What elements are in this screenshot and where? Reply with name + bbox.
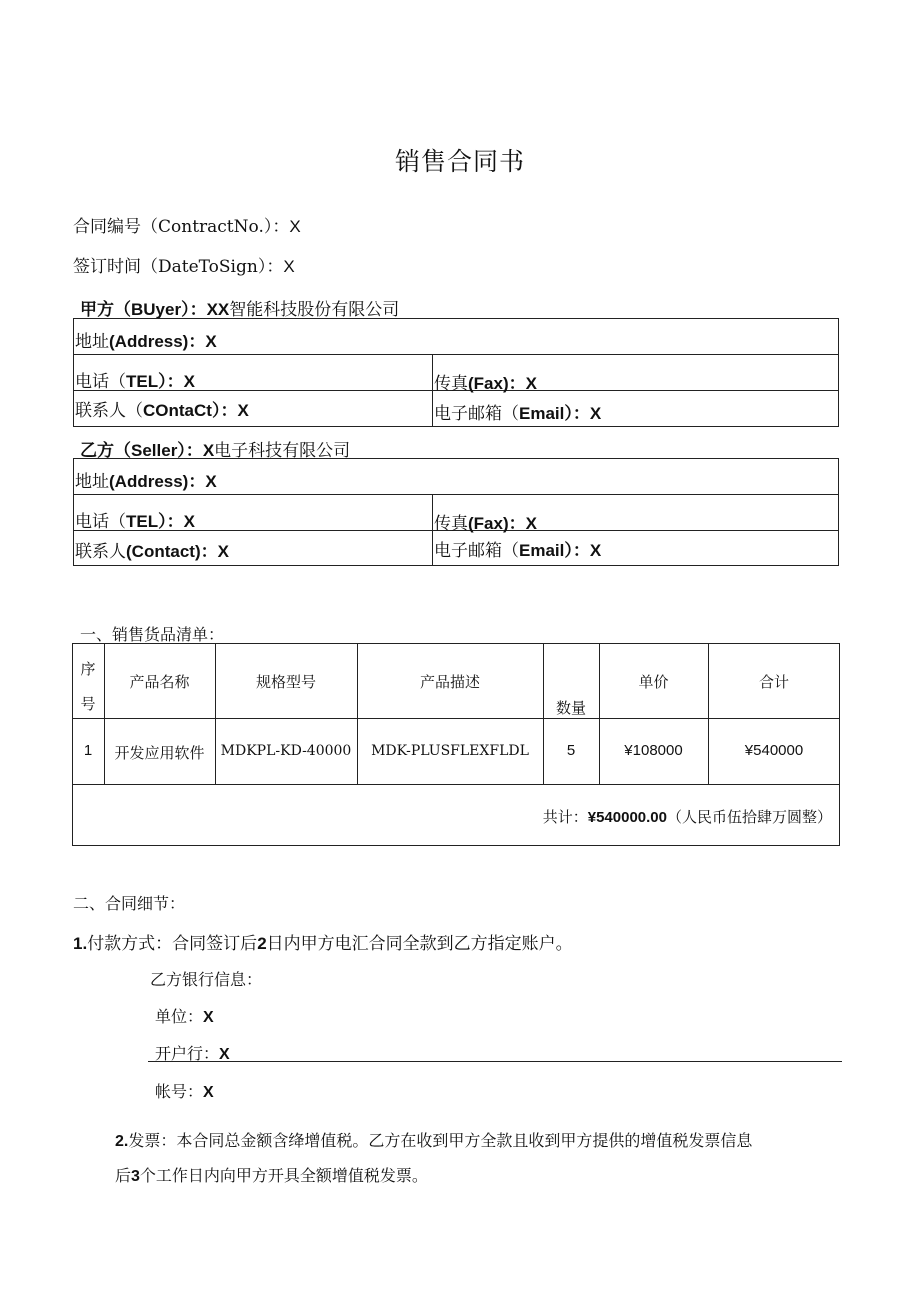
seller-tel: 电话（TEL）：X [75,512,195,532]
sum-value: ¥540000.00 [587,809,667,826]
bank-branch: 开户行：X [155,1044,230,1063]
sum-label: 共计： [542,808,588,826]
header-model: 规格型号 [255,673,316,691]
seller-name-bold: X [202,441,215,460]
header-seq-2: 号 [80,695,96,713]
seller-name-rest: 电子科技有限公司 [214,441,351,461]
buyer-email: 电子邮箱（Email）：X [434,404,602,424]
seller-table-vline [432,494,433,566]
goods-table-vline [357,643,358,784]
bank-unit: 单位：X [155,1007,214,1026]
contract-no-value: X [289,217,301,236]
bank-account: 帐号：X [155,1082,214,1101]
goods-table-hline [72,784,840,785]
row-total: ¥540000 [744,742,804,759]
buyer-contact: 联系人（COntaCt）：X [75,401,249,421]
seller-fax: 传真(Fax)：X [434,514,537,534]
goods-section-title: 一、销售货品清单： [80,625,225,644]
buyer-name-bold: XX [206,300,230,319]
row-product-name: 开发应用软件 [114,744,205,762]
row-seq: 1 [83,742,93,759]
row-description: MDK-PLUSFLEXFLDL [371,743,529,759]
goods-table-vline [599,643,600,784]
seller-label: 乙方（Seller）： [80,441,203,460]
buyer-heading [80,295,399,320]
goods-table-vline [215,643,216,784]
bank-branch-underline [148,1061,842,1062]
header-seq-1: 序 [80,660,96,678]
buyer-name-rest: 智能科技股份有限公司 [229,300,400,320]
seller-contact: 联系人(Contact)：X [75,542,229,562]
goods-sum [543,806,832,827]
header-product-name: 产品名称 [129,673,190,691]
header-quantity: 数量 [555,699,586,717]
buyer-label: 甲方（BUyer）： [80,300,207,319]
sign-date-value: X [283,257,295,276]
seller-email: 电子邮箱（Email）：X [434,541,602,561]
row-quantity: 5 [566,742,576,759]
header-total: 合计 [758,673,789,691]
buyer-table-hline [73,354,839,355]
row-unit-price: ¥108000 [624,742,683,759]
buyer-tel: 电话（TEL）：X [75,372,195,392]
buyer-table-vline [432,354,433,427]
details-item-2-line-2: 后3个工作日内向甲方开具全额增值税发票。 [115,1166,428,1185]
page-title: 销售合同书 [394,147,525,176]
header-unit-price: 单价 [638,673,669,691]
contract-no-label: 合同编号（ContractNo.）： [73,217,290,237]
bank-info-title: 乙方银行信息： [150,970,263,989]
buyer-address: 地址(Address)：X [75,332,217,352]
goods-table-vline [708,643,709,784]
details-section-title: 二、合同细节： [73,894,186,913]
sign-date-line [73,252,295,277]
goods-table-hline [72,718,840,719]
contract-no-line [73,212,301,237]
header-description: 产品描述 [419,673,480,691]
details-item-1: 1.付款方式：合同签订后2日内甲方电汇合同全款到乙方指定账户。 [73,934,573,954]
sign-date-label: 签订时间（DateToSign）： [73,257,284,277]
seller-table-hline [73,494,839,495]
row-model: MDKPL-KD-40000 [220,743,352,759]
buyer-fax: 传真(Fax)：X [434,374,537,394]
sum-words: （人民币伍拾肆万圆整） [666,808,832,826]
seller-address: 地址(Address)：X [75,472,217,492]
details-item-2: 2.发票：本合同总金额含绛增值税。乙方在收到甲方全款且收到甲方提供的增值税发票信息 [115,1131,753,1150]
